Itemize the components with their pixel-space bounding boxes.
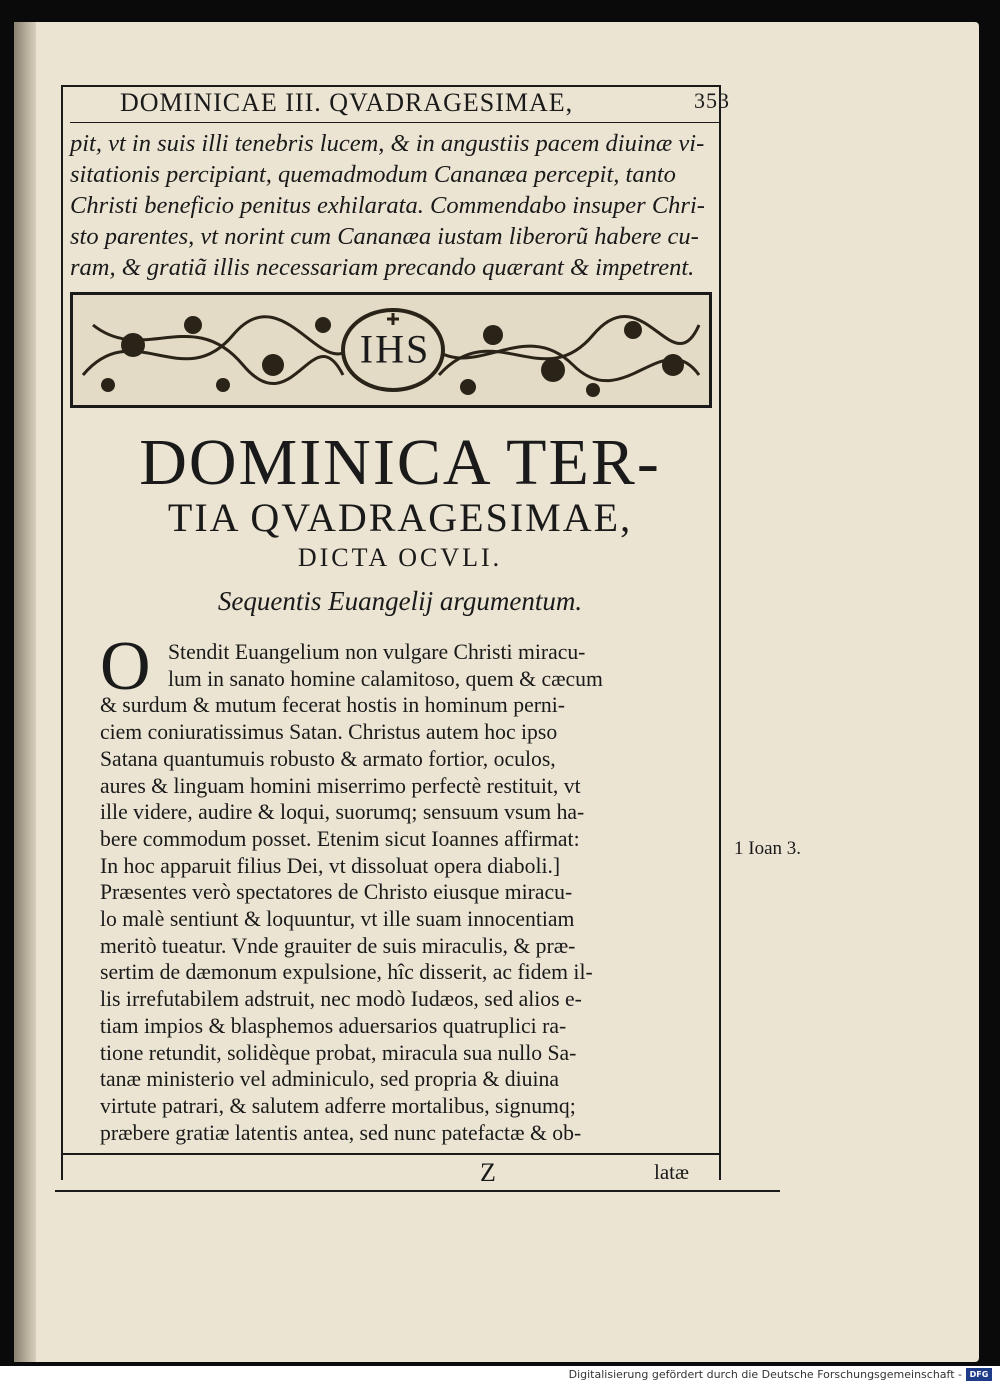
body-line: lis irrefutabilem adstruit, nec modò Iudæos, sed alios e- bbox=[100, 987, 582, 1012]
body-line: virtute patrari, & salutem adferre mortalibus, signumq; bbox=[100, 1093, 576, 1118]
body-line: sertim de dæmonum expulsione, hîc disserit, ac fidem il- bbox=[100, 960, 593, 985]
italic-line: Christi beneficio penitus exhilarata. Commendabo insuper Chri- bbox=[70, 192, 705, 219]
woodcut-ornament bbox=[70, 292, 712, 408]
argument-heading: Sequentis Euangelij argumentum. bbox=[217, 586, 583, 616]
body-line: tiam impios & blasphemos aduersarios quatruplici ra- bbox=[100, 1013, 567, 1038]
body-line: tanæ ministerio vel adminiculo, sed propria & diuina bbox=[100, 1067, 559, 1092]
body-line: Satana quantumuis robusto & armato fortior, oculos, bbox=[100, 746, 556, 771]
signature-mark: Z bbox=[480, 1158, 496, 1187]
page-gutter bbox=[14, 22, 36, 1362]
body-line: meritò tueatur. Vnde grauiter de suis miraculis, & præ- bbox=[100, 933, 576, 958]
catchword: latæ bbox=[654, 1160, 689, 1184]
frame-bottom-rule bbox=[61, 1153, 721, 1155]
body-line: Præsentes verò spectatores de Christo eiusque miracu- bbox=[100, 880, 573, 905]
body-line: tione retundit, solidèque probat, miracula sua nullo Sa- bbox=[100, 1040, 577, 1065]
chapter-title bbox=[70, 426, 730, 576]
page-number: 353 bbox=[694, 88, 730, 113]
italic-line: ram, & gratiã illis necessariam precando quærant & impetrent. bbox=[70, 254, 695, 281]
title-line-3: DICTA OCVLI. bbox=[297, 543, 503, 572]
title-line-2: TIA QVADRAGESIMAE, bbox=[167, 495, 633, 540]
italic-line: sto parentes, vt norint cum Cananæa iustam liberorũ habere cu- bbox=[70, 223, 699, 250]
running-title: DOMINICAE III. QVADRAGESIMAE, bbox=[120, 88, 574, 117]
body-line: bere commodum posset. Etenim sicut Ioannes affirmat: bbox=[100, 826, 580, 851]
body-line: præbere gratiæ latentis antea, sed nunc patefactæ & ob- bbox=[100, 1120, 582, 1145]
drop-cap: O bbox=[100, 628, 151, 705]
frame-left-rule bbox=[61, 85, 63, 1180]
footer-credit: Digitalisierung gefördert durch die Deutsche Forschungsgemeinschaft - bbox=[568, 1368, 962, 1381]
body-line: In hoc apparuit filius Dei, vt dissoluat opera diaboli.] bbox=[100, 853, 561, 878]
body-line: ciem coniuratissimus Satan. Christus autem hoc ipso bbox=[100, 720, 558, 745]
body-line: ille videre, audire & loqui, suorumq; sensuum vsum ha- bbox=[100, 800, 585, 825]
body-text bbox=[100, 639, 690, 1146]
body-line: & surdum & mutum fecerat hostis in hominum perni- bbox=[100, 693, 566, 718]
ihs-monogram: IHS bbox=[359, 326, 431, 372]
running-head bbox=[70, 88, 730, 124]
dfg-logo-icon: DFG bbox=[966, 1368, 992, 1381]
italic-line: pit, vt in suis illi tenebris lucem, & in angustiis pacem diuinæ vi- bbox=[70, 130, 705, 157]
body-line: lo malè sentiunt & loquuntur, vt ille suam innocentiam bbox=[100, 907, 575, 932]
body-line: aures & linguam homini miserrimo perfectè restituit, vt bbox=[100, 773, 581, 798]
frame-top-rule bbox=[61, 85, 721, 87]
title-line-1: DOMINICA TER- bbox=[139, 426, 661, 499]
margin-note: 1 Ioan 3. bbox=[734, 838, 802, 859]
footer-bar bbox=[0, 1366, 1000, 1385]
footer-rule bbox=[55, 1190, 780, 1192]
italic-line: sitationis percipiant, quemadmodum Cananæa percepit, tanto bbox=[70, 161, 676, 188]
italic-text-block bbox=[70, 128, 730, 283]
body-line: Stendit Euangelium non vulgare Christi miracu- bbox=[168, 640, 586, 664]
body-line: lum in sanato homine calamitoso, quem & cæcum bbox=[168, 666, 603, 691]
